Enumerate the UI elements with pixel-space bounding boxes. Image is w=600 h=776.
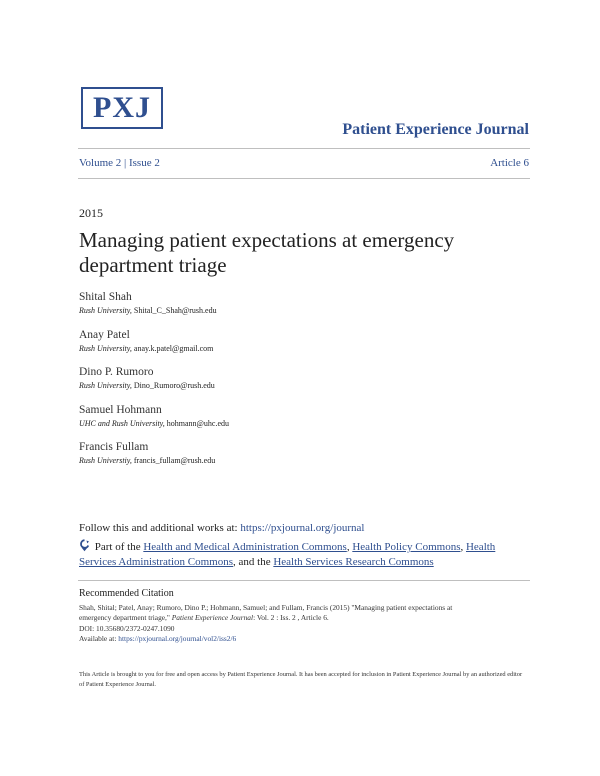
separator: , — [346, 541, 350, 553]
article-number-link[interactable]: Article 6 — [490, 157, 529, 169]
author-affiliation: UHC and Rush University, — [79, 418, 165, 428]
issue-line — [79, 157, 160, 169]
journal-logo[interactable] — [81, 87, 163, 129]
article-title: Managing patient expectations at emergency department triage — [79, 228, 455, 277]
publication-year: 2015 — [79, 206, 103, 220]
author-name: Shital Shah — [79, 291, 132, 303]
author-email: Dino_Rumoro@rush.edu — [133, 381, 215, 390]
part-of-line — [79, 539, 519, 570]
journal-url-link[interactable]: https://pxjournal.org/journal — [240, 522, 365, 534]
author-affiliation-line — [79, 455, 479, 466]
logo-text: PXJ — [93, 91, 151, 124]
author-item — [79, 440, 479, 478]
divider-top — [78, 148, 530, 149]
author-item — [79, 290, 479, 328]
access-notice: This Article is brought to you for free and open access by Patient Experience Journal. It has been accepted for inclusion in Patient Experience Journal by an authorized editor of Patient Experience Journal. — [79, 671, 523, 688]
citation-title-end: emergency department triage," — [79, 613, 170, 623]
author-item — [79, 328, 479, 366]
author-affiliation: Rush University, — [79, 343, 132, 353]
author-email: hohmann@uhc.edu — [166, 418, 230, 428]
author-affiliation: Rush University, — [79, 381, 132, 390]
author-affiliation-line — [79, 380, 479, 391]
divider-bottom — [78, 178, 530, 179]
issue-separator: | — [124, 157, 127, 169]
commons-link-health-services-admin[interactable]: Health Services Administration Commons — [79, 541, 496, 568]
author-email: francis_fullam@rush.edu — [133, 456, 216, 465]
author-name: Anay Patel — [79, 328, 130, 341]
citation-line-2 — [79, 613, 524, 623]
recommended-citation-heading: Recommended Citation — [79, 588, 174, 599]
author-name: Francis Fullam — [79, 441, 149, 453]
author-affiliation-line — [79, 305, 479, 316]
separator: , — [460, 541, 464, 553]
volume-link[interactable]: Volume 2 — [79, 157, 122, 169]
follow-line — [79, 522, 364, 534]
author-item — [79, 365, 479, 403]
divider-citation — [78, 580, 530, 581]
author-affiliation: Rush Universtiy, — [79, 456, 132, 465]
citation-doi: DOI: 10.35680/2372-0247.1090 — [79, 623, 175, 633]
author-affiliation: Rush University, — [79, 306, 132, 315]
author-item — [79, 403, 479, 441]
part-of-prefix: Part of the — [94, 541, 141, 553]
author-list — [79, 290, 479, 478]
journal-name-link[interactable]: Patient Experience Journal — [342, 121, 529, 138]
available-prefix: Available at: — [79, 634, 117, 644]
citation-available — [79, 634, 524, 644]
article-url-link[interactable]: https://pxjournal.org/journal/vol2/iss2/6 — [118, 634, 237, 644]
author-name: Samuel Hohmann — [79, 403, 162, 416]
issue-link[interactable]: Issue 2 — [128, 157, 160, 169]
citation-volume: : Vol. 2 : Iss. 2 , Article 6. — [253, 613, 329, 623]
follow-prefix: Follow this and additional works at: — [79, 522, 238, 534]
citation-line-1: Shah, Shital; Patel, Anay; Rumoro, Dino P.; Hohmann, Samuel; and Fullam, Francis (2015) "Managing patient expectations at — [79, 603, 453, 612]
author-affiliation-line — [79, 418, 479, 429]
commons-link-health-services-research[interactable]: Health Services Research Commons — [273, 556, 434, 568]
open-access-icon — [79, 539, 90, 552]
separator: , and the — [233, 556, 271, 568]
author-email: Shital_C_Shah@rush.edu — [133, 306, 217, 315]
commons-link-health-medical-admin[interactable]: Health and Medical Administration Commons — [143, 541, 347, 553]
recommended-citation — [79, 603, 524, 645]
commons-link-health-policy[interactable]: Health Policy Commons — [352, 541, 461, 553]
author-affiliation-line — [79, 343, 479, 354]
author-email: anay.k.patel@gmail.com — [133, 343, 214, 353]
author-name: Dino P. Rumoro — [79, 366, 154, 378]
citation-journal: Patient Experience Journal — [171, 613, 254, 623]
